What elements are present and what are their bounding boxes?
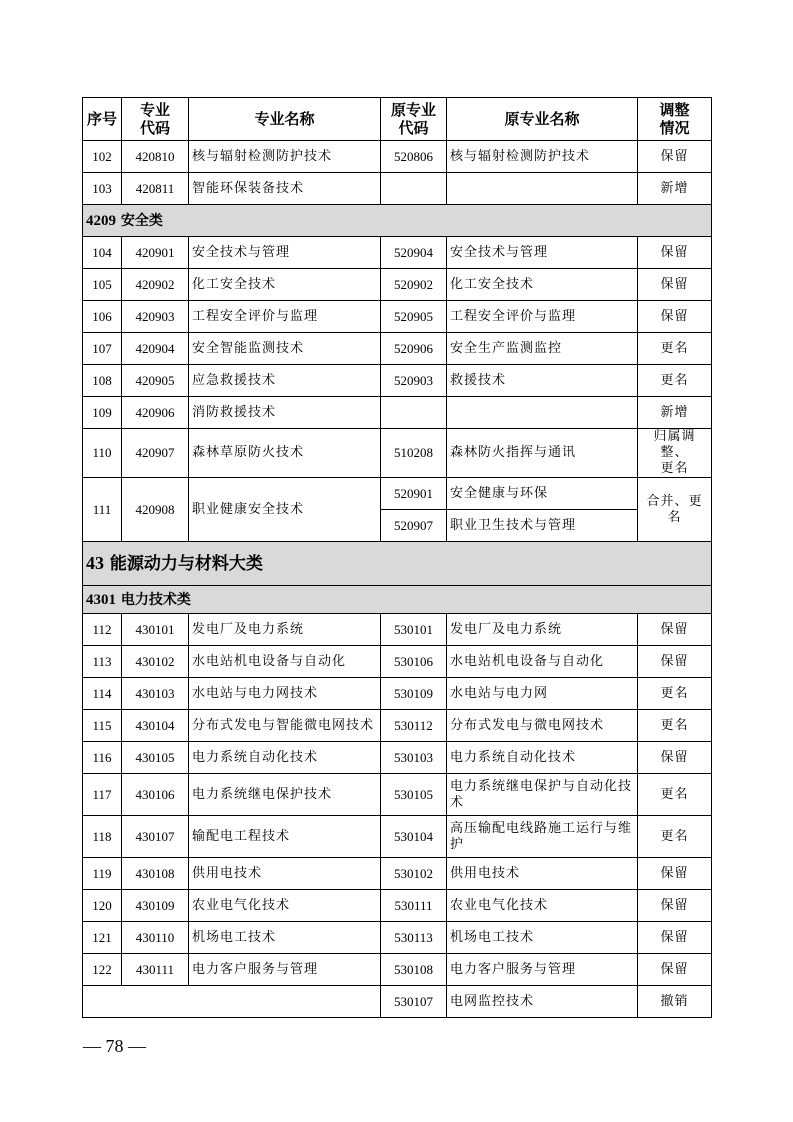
name-cell: 工程安全评价与监理 [189, 301, 381, 333]
name-cell: 电力客户服务与管理 [189, 954, 381, 986]
orig-code-cell: 530107 [381, 986, 447, 1018]
code-cell: 430101 [122, 614, 189, 646]
seq-cell: 109 [83, 397, 122, 429]
name-cell: 分布式发电与智能微电网技术 [189, 710, 381, 742]
code-cell: 430109 [122, 890, 189, 922]
seq-cell: 107 [83, 333, 122, 365]
orig-code-cell: 530104 [381, 816, 447, 858]
seq-cell: 115 [83, 710, 122, 742]
orig-name-cell: 森林防火指挥与通讯 [447, 429, 638, 478]
table-row [83, 710, 712, 742]
orig-name-cell: 机场电工技术 [447, 922, 638, 954]
name-cell: 水电站机电设备与自动化 [189, 646, 381, 678]
code-cell: 430104 [122, 710, 189, 742]
category-label: 安全类 [120, 212, 163, 229]
category-row-4209-cell [83, 205, 712, 237]
name-cell: 应急救援技术 [189, 365, 381, 397]
orig-name-cell: 高压输配电线路施工运行与维护 [447, 816, 638, 858]
status-cell: 保留 [638, 301, 712, 333]
header-seq: 序号 [83, 98, 122, 141]
orig-code-cell: 520907 [381, 510, 447, 542]
name-cell: 安全技术与管理 [189, 237, 381, 269]
status-cell: 保留 [638, 269, 712, 301]
code-cell: 430111 [122, 954, 189, 986]
orig-code-cell: 520902 [381, 269, 447, 301]
seq-cell: 118 [83, 816, 122, 858]
status-cell: 保留 [638, 922, 712, 954]
status-cell: 归属调整、 更名 [638, 429, 712, 478]
table-row [83, 678, 712, 710]
table-row [83, 397, 712, 429]
code-cell: 430102 [122, 646, 189, 678]
table-row [83, 816, 712, 858]
major-adjustment-table [82, 97, 712, 1018]
name-cell: 发电厂及电力系统 [189, 614, 381, 646]
orig-code-cell: 520904 [381, 237, 447, 269]
seq-cell: 102 [83, 141, 122, 173]
orig-name-cell: 电力系统继电保护与自动化技术 [447, 774, 638, 816]
table-row [83, 986, 712, 1018]
status-cell: 保留 [638, 646, 712, 678]
table-row [83, 646, 712, 678]
orig-code-cell: 530111 [381, 890, 447, 922]
header-name: 专业名称 [189, 98, 381, 141]
table-row [83, 774, 712, 816]
orig-name-cell: 化工安全技术 [447, 269, 638, 301]
seq-cell: 104 [83, 237, 122, 269]
status-cell: 保留 [638, 237, 712, 269]
code-cell: 420902 [122, 269, 189, 301]
name-cell: 电力系统自动化技术 [189, 742, 381, 774]
name-cell: 电力系统继电保护技术 [189, 774, 381, 816]
seq-cell: 120 [83, 890, 122, 922]
orig-name-cell: 分布式发电与微电网技术 [447, 710, 638, 742]
category-code: 4301 [86, 591, 116, 608]
category-row-4301-cell [83, 586, 712, 614]
table-row [83, 365, 712, 397]
orig-name-cell: 供用电技术 [447, 858, 638, 890]
category-code: 43 [86, 553, 104, 573]
name-cell: 供用电技术 [189, 858, 381, 890]
category-row-4301 [83, 586, 712, 614]
orig-name-cell [447, 397, 638, 429]
orig-code-cell: 530102 [381, 858, 447, 890]
orig-name-cell: 安全技术与管理 [447, 237, 638, 269]
table-row [83, 954, 712, 986]
page-number: — 78 — [83, 1036, 146, 1056]
orig-name-cell: 发电厂及电力系统 [447, 614, 638, 646]
major-category-row-43-cell [83, 542, 712, 586]
status-cell: 更名 [638, 774, 712, 816]
orig-name-cell: 救援技术 [447, 365, 638, 397]
code-cell: 420811 [122, 173, 189, 205]
orig-name-cell: 电力客户服务与管理 [447, 954, 638, 986]
table-row [83, 922, 712, 954]
name-cell: 消防救援技术 [189, 397, 381, 429]
seq-cell: 111 [83, 478, 122, 542]
status-cell: 更名 [638, 678, 712, 710]
status-cell: 新增 [638, 397, 712, 429]
name-cell: 职业健康安全技术 [189, 478, 381, 542]
orig-name-cell [447, 173, 638, 205]
name-cell: 安全智能监测技术 [189, 333, 381, 365]
orig-name-cell: 工程安全评价与监理 [447, 301, 638, 333]
status-cell: 保留 [638, 890, 712, 922]
table-row [83, 333, 712, 365]
code-cell: 430105 [122, 742, 189, 774]
orig-code-cell: 520901 [381, 478, 447, 510]
status-cell: 更名 [638, 816, 712, 858]
code-cell: 420907 [122, 429, 189, 478]
name-cell: 核与辐射检测防护技术 [189, 141, 381, 173]
code-cell: 430108 [122, 858, 189, 890]
code-cell: 420906 [122, 397, 189, 429]
code-cell: 420904 [122, 333, 189, 365]
name-cell: 化工安全技术 [189, 269, 381, 301]
category-label: 能源动力与材料大类 [109, 554, 263, 574]
seq-cell: 122 [83, 954, 122, 986]
header-code: 专业 代码 [122, 98, 189, 141]
orig-name-cell: 安全健康与环保 [447, 478, 638, 510]
code-cell: 420908 [122, 478, 189, 542]
name-cell: 输配电工程技术 [189, 816, 381, 858]
orig-name-cell: 职业卫生技术与管理 [447, 510, 638, 542]
code-cell: 430106 [122, 774, 189, 816]
table-row [83, 237, 712, 269]
table-row [83, 141, 712, 173]
orig-code-cell: 530101 [381, 614, 447, 646]
empty-cell [83, 986, 381, 1018]
table-row [83, 301, 712, 333]
status-cell: 保留 [638, 858, 712, 890]
name-cell: 森林草原防火技术 [189, 429, 381, 478]
orig-code-cell: 510208 [381, 429, 447, 478]
status-cell: 保留 [638, 742, 712, 774]
table-row [83, 269, 712, 301]
table-row [83, 742, 712, 774]
major-category-row-43 [83, 542, 712, 586]
seq-cell: 110 [83, 429, 122, 478]
seq-cell: 106 [83, 301, 122, 333]
status-cell: 保留 [638, 141, 712, 173]
header-status: 调整 情况 [638, 98, 712, 141]
status-cell: 新增 [638, 173, 712, 205]
table-row [83, 890, 712, 922]
seq-cell: 112 [83, 614, 122, 646]
seq-cell: 114 [83, 678, 122, 710]
seq-cell: 119 [83, 858, 122, 890]
orig-name-cell: 水电站与电力网 [447, 678, 638, 710]
status-cell: 保留 [638, 954, 712, 986]
category-row-4209 [83, 205, 712, 237]
status-cell: 更名 [638, 365, 712, 397]
status-cell: 撤销 [638, 986, 712, 1018]
name-cell: 农业电气化技术 [189, 890, 381, 922]
table-row [83, 429, 712, 478]
orig-code-cell: 530105 [381, 774, 447, 816]
table-row [83, 478, 712, 510]
orig-code-cell [381, 397, 447, 429]
orig-code-cell: 530103 [381, 742, 447, 774]
orig-code-cell: 530108 [381, 954, 447, 986]
header-orig-code: 原专业 代码 [381, 98, 447, 141]
code-cell: 430110 [122, 922, 189, 954]
seq-cell: 105 [83, 269, 122, 301]
code-cell: 420810 [122, 141, 189, 173]
code-cell: 430103 [122, 678, 189, 710]
seq-cell: 113 [83, 646, 122, 678]
orig-name-cell: 水电站机电设备与自动化 [447, 646, 638, 678]
code-cell: 430107 [122, 816, 189, 858]
category-code: 4209 [86, 212, 116, 229]
orig-code-cell: 530106 [381, 646, 447, 678]
orig-code-cell: 520906 [381, 333, 447, 365]
orig-name-cell: 电网监控技术 [447, 986, 638, 1018]
name-cell: 机场电工技术 [189, 922, 381, 954]
header-orig-name: 原专业名称 [447, 98, 638, 141]
name-cell: 水电站与电力网技术 [189, 678, 381, 710]
status-cell: 更名 [638, 710, 712, 742]
orig-code-cell: 530113 [381, 922, 447, 954]
table-row [83, 614, 712, 646]
seq-cell: 117 [83, 774, 122, 816]
orig-name-cell: 电力系统自动化技术 [447, 742, 638, 774]
orig-code-cell: 520806 [381, 141, 447, 173]
orig-code-cell: 530109 [381, 678, 447, 710]
seq-cell: 116 [83, 742, 122, 774]
seq-cell: 121 [83, 922, 122, 954]
seq-cell: 103 [83, 173, 122, 205]
code-cell: 420901 [122, 237, 189, 269]
code-cell: 420905 [122, 365, 189, 397]
table-row [83, 173, 712, 205]
orig-name-cell: 农业电气化技术 [447, 890, 638, 922]
orig-name-cell: 安全生产监测监控 [447, 333, 638, 365]
category-label: 电力技术类 [120, 591, 191, 608]
orig-code-cell: 530112 [381, 710, 447, 742]
status-cell: 保留 [638, 614, 712, 646]
orig-code-cell: 520905 [381, 301, 447, 333]
status-cell: 合并、更名 [638, 478, 712, 542]
code-cell: 420903 [122, 301, 189, 333]
name-cell: 智能环保装备技术 [189, 173, 381, 205]
table-row [83, 858, 712, 890]
orig-code-cell: 520903 [381, 365, 447, 397]
table-header-row [83, 98, 712, 141]
seq-cell: 108 [83, 365, 122, 397]
orig-name-cell: 核与辐射检测防护技术 [447, 141, 638, 173]
orig-code-cell [381, 173, 447, 205]
status-cell: 更名 [638, 333, 712, 365]
